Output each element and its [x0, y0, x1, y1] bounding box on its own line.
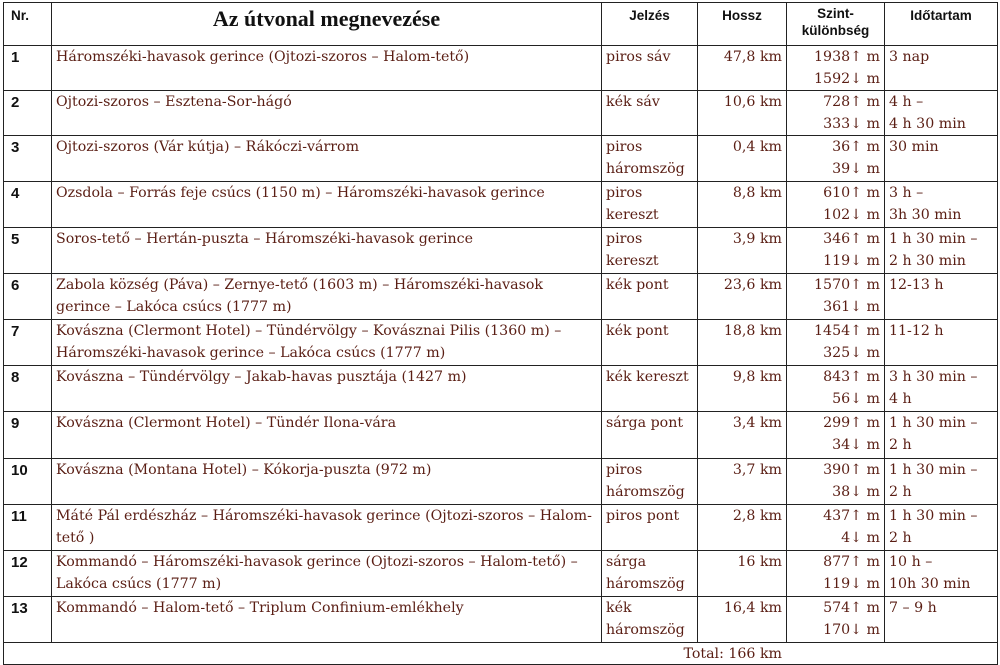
route-length: 16,4 km: [698, 597, 787, 643]
table-row: [4, 412, 998, 459]
trail-marking: piros kereszt: [602, 182, 698, 228]
header-row: [4, 3, 998, 46]
elevation-up: 346↑ m: [823, 231, 880, 247]
trail-marking: piros sáv: [602, 46, 698, 91]
elevation-down: 4↓ m: [841, 529, 880, 546]
elevation-down: 361↓ m: [823, 298, 880, 315]
header-nr: Nr.: [4, 3, 52, 46]
row-number: 7: [4, 320, 52, 366]
header-szint-line1: Szint-: [817, 6, 854, 21]
duration-line1: 10 h –: [889, 554, 933, 570]
table-row: [4, 182, 998, 228]
elevation-difference: [787, 91, 885, 136]
table-row: [4, 366, 998, 412]
row-number: 2: [4, 91, 52, 136]
route-length: 0,4 km: [698, 136, 787, 182]
duration-line1: 30 min: [889, 139, 939, 155]
row-number: 9: [4, 412, 52, 459]
duration: [885, 459, 998, 505]
table-row: [4, 91, 998, 136]
row-number: 13: [4, 597, 52, 643]
row-number: 10: [4, 459, 52, 505]
elevation-difference: [787, 136, 885, 182]
duration-line2: 3h 30 min: [889, 206, 962, 223]
elevation-up: 1938↑ m: [814, 49, 880, 65]
duration: [885, 551, 998, 597]
route-length: 16 km: [698, 551, 787, 597]
elevation-up: 728↑ m: [823, 94, 880, 110]
trail-marking: sárga pont: [602, 412, 698, 459]
header-hossz: Hossz: [698, 3, 787, 46]
row-number: 6: [4, 274, 52, 320]
table-row: [4, 274, 998, 320]
duration-line2: 4 h 30 min: [889, 115, 966, 132]
duration: [885, 228, 998, 274]
header-szint-line2: különbség: [801, 23, 870, 38]
elevation-up: 299↑ m: [823, 415, 880, 431]
duration-line1: 1 h 30 min –: [889, 462, 978, 478]
header-idotartam: Időtartam: [885, 3, 998, 46]
trail-marking: piros kereszt: [602, 228, 698, 274]
duration-line2: 2 h: [889, 436, 912, 453]
duration-line1: 3 nap: [889, 49, 930, 65]
duration: [885, 182, 998, 228]
route-name: Kommandó – Háromszéki-havasok gerince (Ojtozi-szoros – Halom-tető) – Lakóca csúcs (1777 m): [52, 551, 602, 597]
duration: [885, 46, 998, 91]
duration: [885, 505, 998, 551]
route-name: Ozsdola – Forrás feje csúcs (1150 m) – Háromszéki-havasok gerince: [52, 182, 602, 228]
route-name: Kovászna (Clermont Hotel) – Tündérvölgy – Kovásznai Pilis (1360 m) – Háromszéki-havasok gerince – Lakóca csúcs (1777 m): [52, 320, 602, 366]
elevation-difference: [787, 320, 885, 366]
duration: [885, 320, 998, 366]
elevation-up: 877↑ m: [823, 554, 880, 570]
elevation-up: 574↑ m: [823, 600, 880, 616]
duration: [885, 91, 998, 136]
table-row: [4, 46, 998, 91]
route-name: Kommandó – Halom-tető – Triplum Confinium-emlékhely: [52, 597, 602, 643]
route-length: 10,6 km: [698, 91, 787, 136]
elevation-down: 1592↓ m: [814, 70, 880, 87]
row-number: 11: [4, 505, 52, 551]
route-length: 18,8 km: [698, 320, 787, 366]
elevation-down: 102↓ m: [823, 206, 880, 223]
elevation-down: 119↓ m: [823, 252, 880, 269]
header-szintkulonbseg: [787, 3, 885, 46]
row-number: 5: [4, 228, 52, 274]
elevation-difference: [787, 228, 885, 274]
elevation-difference: [787, 182, 885, 228]
duration: [885, 597, 998, 643]
duration-line1: 7 – 9 h: [889, 600, 937, 616]
route-length: 9,8 km: [698, 366, 787, 412]
duration-line1: 1 h 30 min –: [889, 231, 978, 247]
duration-line2: 2 h 30 min: [889, 252, 966, 269]
route-name: Kovászna (Montana Hotel) – Kókorja-puszta (972 m): [52, 459, 602, 505]
elevation-up: 1454↑ m: [814, 323, 880, 339]
elevation-down: 34↓ m: [832, 436, 880, 453]
trail-table: [3, 2, 998, 665]
elevation-difference: [787, 551, 885, 597]
trail-marking: kék kereszt: [602, 366, 698, 412]
elevation-down: 325↓ m: [823, 344, 880, 361]
trail-marking: piros háromszög: [602, 136, 698, 182]
trail-marking: piros háromszög: [602, 459, 698, 505]
total-row: [4, 643, 998, 665]
table-row: [4, 228, 998, 274]
route-name: Kovászna – Tündérvölgy – Jakab-havas pusztája (1427 m): [52, 366, 602, 412]
row-number: 4: [4, 182, 52, 228]
elevation-difference: [787, 459, 885, 505]
duration-line1: 12-13 h: [889, 277, 944, 293]
route-name: Ojtozi-szoros – Esztena-Sor-hágó: [52, 91, 602, 136]
elevation-down: 119↓ m: [823, 575, 880, 592]
route-length: 47,8 km: [698, 46, 787, 91]
duration-line1: 11-12 h: [889, 323, 944, 339]
elevation-up: 36↑ m: [832, 139, 880, 155]
duration-line2: 4 h: [889, 390, 912, 407]
elevation-difference: [787, 274, 885, 320]
table-row: [4, 136, 998, 182]
elevation-up: 390↑ m: [823, 462, 880, 478]
duration-line2: 10h 30 min: [889, 575, 971, 592]
elevation-up: 1570↑ m: [814, 277, 880, 293]
elevation-difference: [787, 366, 885, 412]
duration-line1: 1 h 30 min –: [889, 508, 978, 524]
trail-marking: kék háromszög: [602, 597, 698, 643]
route-name: Ojtozi-szoros (Vár kútja) – Rákóczi-várrom: [52, 136, 602, 182]
duration-line1: 1 h 30 min –: [889, 415, 978, 431]
table-row: [4, 505, 998, 551]
header-name: Az útvonal megnevezése: [52, 3, 602, 46]
route-length: 23,6 km: [698, 274, 787, 320]
route-length: 3,4 km: [698, 412, 787, 459]
elevation-difference: [787, 597, 885, 643]
trail-marking: kék pont: [602, 274, 698, 320]
route-name: Máté Pál erdészház – Háromszéki-havasok gerince (Ojtozi-szoros – Halom-tető ): [52, 505, 602, 551]
route-length: 3,7 km: [698, 459, 787, 505]
elevation-down: 170↓ m: [823, 621, 880, 638]
table-row: [4, 459, 998, 505]
duration: [885, 274, 998, 320]
duration-line1: 3 h –: [889, 185, 924, 201]
header-jelzes: Jelzés: [602, 3, 698, 46]
duration-line2: 2 h: [889, 483, 912, 500]
route-length: 8,8 km: [698, 182, 787, 228]
trail-marking: kék pont: [602, 320, 698, 366]
row-number: 8: [4, 366, 52, 412]
total-length: Total: 166 km: [4, 643, 998, 665]
row-number: 12: [4, 551, 52, 597]
table-row: [4, 320, 998, 366]
row-number: 3: [4, 136, 52, 182]
route-name: Zabola község (Páva) – Zernye-tető (1603 m) – Háromszéki-havasok gerince – Lakóca csúcs (1777 m): [52, 274, 602, 320]
elevation-up: 610↑ m: [823, 185, 880, 201]
table-row: [4, 597, 998, 643]
elevation-up: 437↑ m: [823, 508, 880, 524]
route-name: Kovászna (Clermont Hotel) – Tündér Ilona-vára: [52, 412, 602, 459]
row-number: 1: [4, 46, 52, 91]
elevation-up: 843↑ m: [823, 369, 880, 385]
route-name: Háromszéki-havasok gerince (Ojtozi-szoros – Halom-tető): [52, 46, 602, 91]
duration: [885, 366, 998, 412]
duration: [885, 136, 998, 182]
duration-line1: 3 h 30 min –: [889, 369, 978, 385]
duration-line2: 2 h: [889, 529, 912, 546]
elevation-difference: [787, 46, 885, 91]
route-length: 3,9 km: [698, 228, 787, 274]
duration-line1: 4 h –: [889, 94, 924, 110]
elevation-down: 39↓ m: [832, 160, 880, 177]
route-name: Soros-tető – Hertán-puszta – Háromszéki-havasok gerince: [52, 228, 602, 274]
trail-marking: piros pont: [602, 505, 698, 551]
trail-marking: kék sáv: [602, 91, 698, 136]
elevation-down: 56↓ m: [832, 390, 880, 407]
elevation-down: 333↓ m: [823, 115, 880, 132]
table-row: [4, 551, 998, 597]
elevation-down: 38↓ m: [832, 483, 880, 500]
trail-table-container: [3, 2, 997, 665]
trail-marking: sárga háromszög: [602, 551, 698, 597]
elevation-difference: [787, 412, 885, 459]
duration: [885, 412, 998, 459]
elevation-difference: [787, 505, 885, 551]
route-length: 2,8 km: [698, 505, 787, 551]
